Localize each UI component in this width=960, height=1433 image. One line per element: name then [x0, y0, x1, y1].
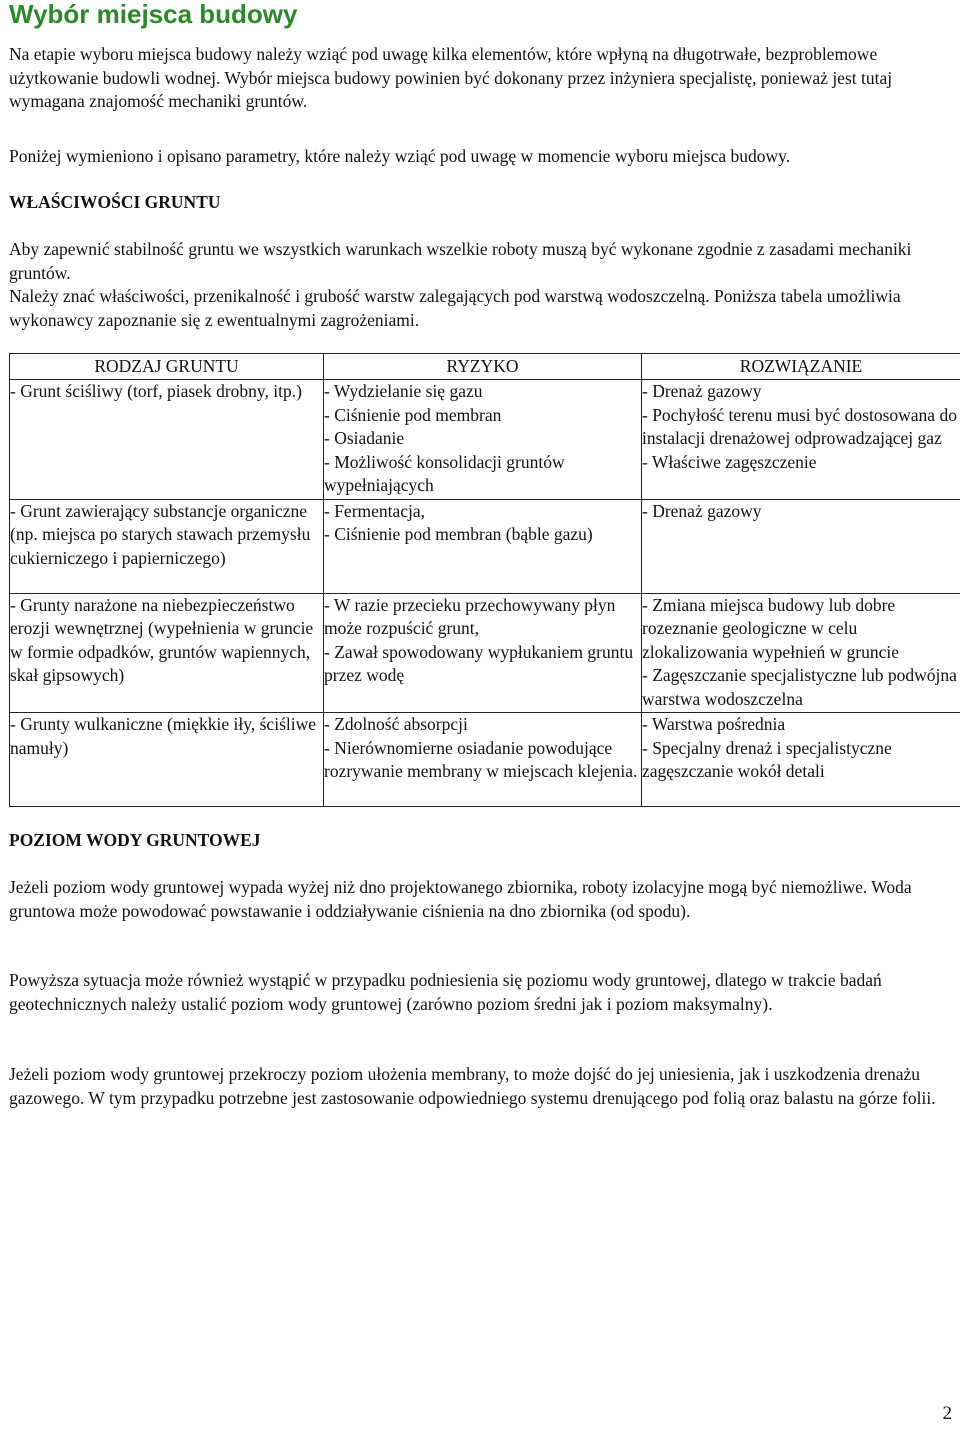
cell-risk: - W razie przecieku przechowywany płyn może rozpuścić grunt, - Zawał spowodowany wypłukaniem gruntu przez wodę: [324, 593, 642, 713]
groundwater-paragraph-1: Jeżeli poziom wody gruntowej wypada wyżej niż dno projektowanego zbiornika, roboty izolacyjne mogą być niemożliwe. Woda gruntowa może powodować powstawanie i oddziaływanie ciśnienia na dno zbiornika (od spodu).: [9, 877, 912, 921]
table-row: [10, 713, 960, 807]
cell-solution: - Drenaż gazowy: [642, 499, 960, 593]
cell-soil: - Grunt zawierający substancje organiczne (np. miejsca po starych stawach przemysłu cukierniczego i papierniczego): [10, 499, 324, 593]
soil-properties-paragraph-2: Należy znać właściwości, przenikalność i grubość warstw zalegających pod warstwą wodoszczelną. Poniższa tabela umożliwia wykonawcy zapoznanie się z ewentualnymi zagrożeniami.: [9, 286, 901, 330]
page-title: Wybór miejsca budowy: [9, 0, 298, 29]
table-row: [10, 593, 960, 713]
intro-paragraph-2: Poniżej wymieniono i opisano parametry, które należy wziąć pod uwagę w momencie wyboru miejsca budowy.: [9, 146, 791, 166]
soil-risk-table: [9, 353, 960, 807]
soil-properties-heading: WŁAŚCIWOŚCI GRUNTU: [9, 192, 221, 212]
groundwater-paragraph-2: Powyższa sytuacja może również wystąpić w przypadku podniesienia się poziomu wody gruntowej, dlatego w trakcie badań geotechnicznych należy ustalić poziom wody gruntowej (zarówno poziom średni jak i poziom maksymalny).: [9, 970, 882, 1014]
table-header-row: [10, 354, 960, 380]
cell-soil: - Grunty narażone na niebezpieczeństwo erozji wewnętrznej (wypełnienia w gruncie w formie odpadków, gruntów wapiennych, skał gipsowych): [10, 593, 324, 713]
header-solution: ROZWIĄZANIE: [642, 354, 960, 380]
intro-paragraph-1: Na etapie wyboru miejsca budowy należy wziąć pod uwagę kilka elementów, które wpłyną na długotrwałe, bezproblemowe użytkowanie budowli wodnej. Wybór miejsca budowy powinien być dokonany przez inżyniera specjalistę, ponieważ jest tutaj wymagana znajomość mechaniki gruntów.: [9, 44, 893, 111]
groundwater-paragraph-3: Jeżeli poziom wody gruntowej przekroczy poziom ułożenia membrany, to może dojść do jej uniesienia, jak i uszkodzenia drenażu gazowego. W tym przypadku potrzebne jest zastosowanie odpowiedniego systemu drenującego pod folią oraz balastu na górze folii.: [9, 1064, 936, 1108]
cell-solution: - Zmiana miejsca budowy lub dobre rozeznanie geologiczne w celu zlokalizowania wypełnień w gruncie - Zagęszczanie specjalistyczne lub podwójna warstwa wodoszczelna: [642, 593, 960, 713]
table-row: [10, 380, 960, 500]
header-soil-type: RODZAJ GRUNTU: [10, 354, 324, 380]
groundwater-heading: POZIOM WODY GRUNTOWEJ: [9, 830, 261, 850]
cell-risk: - Zdolność absorpcji - Nierównomierne osiadanie powodujące rozrywanie membrany w miejscach klejenia.: [324, 713, 642, 807]
header-risk: RYZYKO: [324, 354, 642, 380]
cell-solution: - Drenaż gazowy - Pochyłość terenu musi być dostosowana do instalacji drenażowej odprowadzającej gaz - Właściwe zagęszczenie: [642, 380, 960, 500]
cell-risk: - Fermentacja, - Ciśnienie pod membran (bąble gazu): [324, 499, 642, 593]
soil-properties-paragraph-1: Aby zapewnić stabilność gruntu we wszystkich warunkach wszelkie roboty muszą być wykonane zgodnie z zasadami mechaniki gruntów.: [9, 239, 912, 283]
cell-soil: - Grunty wulkaniczne (miękkie iły, ściśliwe namuły): [10, 713, 324, 807]
cell-solution: - Warstwa pośrednia - Specjalny drenaż i specjalistyczne zagęszczanie wokół detali: [642, 713, 960, 807]
table-row: [10, 499, 960, 593]
cell-soil: - Grunt ściśliwy (torf, piasek drobny, itp.): [10, 380, 324, 500]
page-number: 2: [942, 1403, 952, 1424]
cell-risk: - Wydzielanie się gazu - Ciśnienie pod membran - Osiadanie - Możliwość konsolidacji gruntów wypełniających: [324, 380, 642, 500]
